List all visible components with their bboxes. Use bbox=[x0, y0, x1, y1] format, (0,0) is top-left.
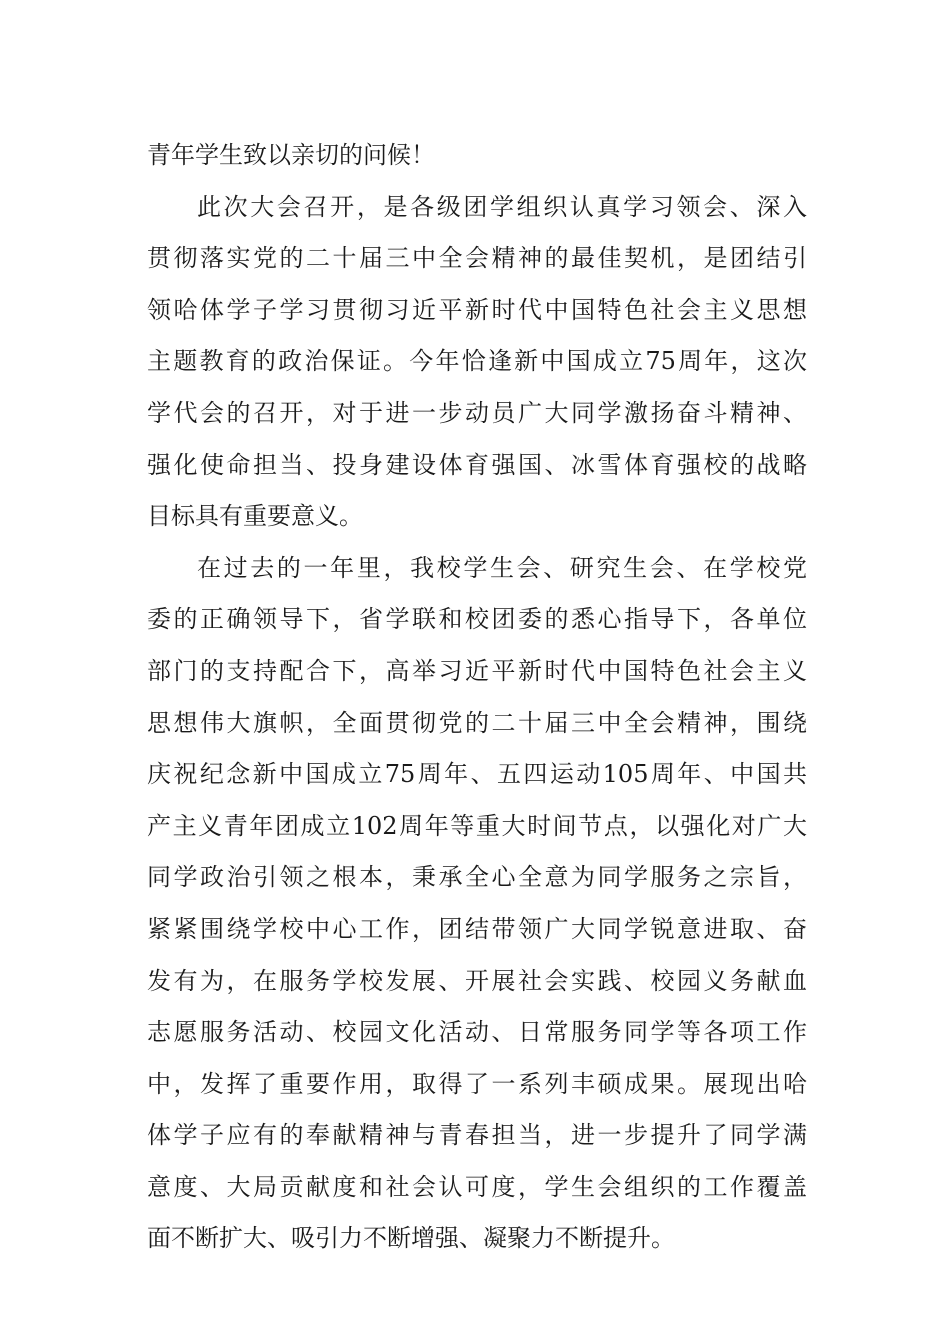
text-line: 志愿服务活动、校园文化活动、日常服务同学等各项工作 bbox=[147, 1018, 807, 1047]
text-line: 意度、大局贡献度和社会认可度，学生会组织的工作覆盖 bbox=[147, 1172, 807, 1201]
text-line: 委的正确领导下，省学联和校团委的悉心指导下，各单位 bbox=[147, 605, 807, 634]
text-line: 部门的支持配合下，高举习近平新时代中国特色社会主义 bbox=[147, 656, 807, 685]
text-line: 思想伟大旗帜，全面贯彻党的二十届三中全会精神，围绕 bbox=[147, 708, 807, 737]
text-line: 发有为，在服务学校发展、开展社会实践、校园义务献血 bbox=[147, 966, 807, 995]
text-line: 面不断扩大、吸引力不断增强、凝聚力不断提升。 bbox=[147, 1224, 675, 1253]
text-line: 主题教育的政治保证。今年恰逢新中国成立75周年，这次 bbox=[147, 347, 807, 376]
text-line: 产主义青年团成立102周年等重大时间节点，以强化对广大 bbox=[147, 811, 807, 840]
text-line: 领哈体学子学习贯彻习近平新时代中国特色社会主义思想 bbox=[147, 295, 807, 324]
text-line: 中，发挥了重要作用，取得了一系列丰硕成果。展现出哈 bbox=[147, 1069, 807, 1098]
text-line: 此次大会召开，是各级团学组织认真学习领会、深入 bbox=[197, 192, 807, 221]
text-line: 学代会的召开，对于进一步动员广大同学激扬奋斗精神、 bbox=[147, 398, 807, 427]
text-line: 强化使命担当、投身建设体育强国、冰雪体育强校的战略 bbox=[147, 450, 807, 479]
text-line: 同学政治引领之根本，秉承全心全意为同学服务之宗旨， bbox=[147, 863, 807, 892]
text-line: 青年学生致以亲切的问候！ bbox=[147, 141, 435, 169]
text-line: 在过去的一年里，我校学生会、研究生会、在学校党 bbox=[197, 553, 807, 582]
text-line: 庆祝纪念新中国成立75周年、五四运动105周年、中国共 bbox=[147, 760, 807, 789]
document-body bbox=[147, 130, 807, 1265]
text-line: 体学子应有的奉献精神与青春担当，进一步提升了同学满 bbox=[147, 1121, 807, 1150]
text-line: 紧紧围绕学校中心工作，团结带领广大同学锐意进取、奋 bbox=[147, 914, 807, 943]
text-line: 目标具有重要意义。 bbox=[147, 502, 363, 531]
text-line: 贯彻落实党的二十届三中全会精神的最佳契机，是团结引 bbox=[147, 244, 807, 273]
